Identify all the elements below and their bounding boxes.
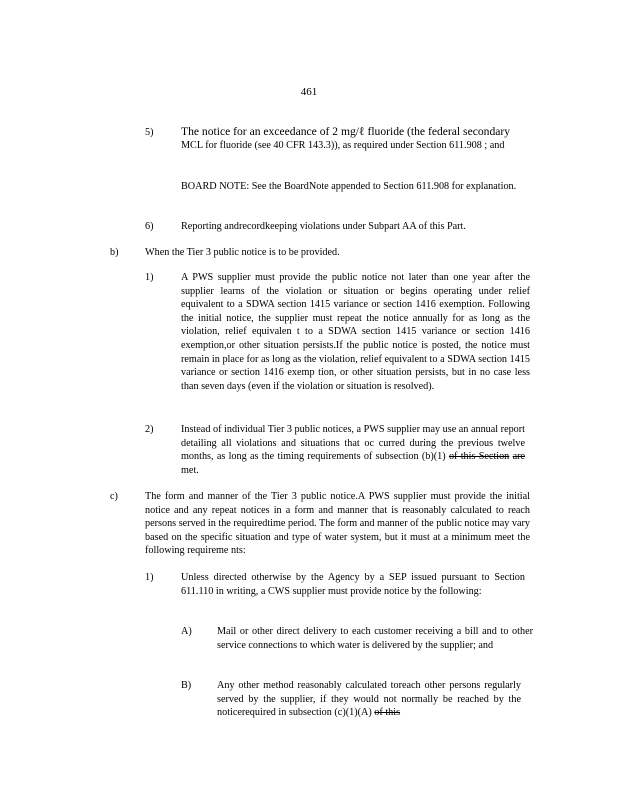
section-c-item-1-text: Unless directed otherwise by the Agency by a SEP issued pursuant to Section 611.110 in writing, a CWS supplier must provide notice by the following: [181, 572, 525, 597]
section-c-item-1-label: 1) [145, 572, 154, 583]
section-b-item-1-label: 1) [145, 272, 154, 283]
struck-text: of this Section [448, 451, 510, 463]
section-c-item-A-text: Mail or other direct delivery to each customer receiving a bill and to other service connections to which water is delivered by the supplier; and [217, 626, 533, 651]
section-c-label: c) [110, 491, 118, 502]
section-b-item-2-tail: met. [181, 464, 199, 476]
item-5-label: 5) [145, 127, 154, 138]
item-6-text: Reporting andrecordkeeping violations under Subpart AA of this Part. [181, 221, 466, 232]
item-6-label: 6) [145, 221, 154, 232]
section-c-item-B-label: B) [181, 680, 192, 691]
section-c-text: The form and manner of the Tier 3 public notice.A PWS supplier must provide the initial notice and any repeat notices in a form and manner that is reasonably calculated to reach persons served in the requiredtime period. The form and manner of the public notice may vary based on the specific situation and type of water system, but it must at a minimum meet the following requireme nts: [145, 491, 530, 557]
section-b-item-2-label: 2) [145, 424, 154, 435]
section-c-item-B-text [217, 679, 521, 720]
page-number: 461 [300, 86, 318, 98]
struck-text-2: are [512, 451, 526, 463]
section-c-item-A-label: A) [181, 626, 192, 637]
section-b-item-2-body: Instead of individual Tier 3 public notices, a PWS supplier may use an annual report detailing all violations and situations that oc curred during the previous twelve months, as long as the timing requirements of subsection (b)(1) [181, 424, 525, 463]
board-note: BOARD NOTE: See the BoardNote appended to Section 611.908 for explanation. [181, 181, 517, 192]
struck-text-3: of this [374, 707, 401, 719]
section-b-heading: When the Tier 3 public notice is to be provided. [145, 247, 340, 258]
section-b-item-2-text [181, 423, 525, 477]
section-c-item-B-body: Any other method reasonably calculated toreach other persons regularly served by the supplier, if they would not normally be reached by the noticerequired in subsection (c)(1)(A) [217, 680, 521, 719]
item-5-text: MCL for fluoride (see 40 CFR 143.3)), as required under Section 611.908 ; and [181, 140, 505, 151]
item-5-heading: The notice for an exceedance of 2 mg/ℓ fluoride (the federal secondary [181, 125, 511, 138]
section-b-label: b) [110, 247, 119, 258]
section-b-item-1-text: A PWS supplier must provide the public notice not later than one year after the supplier learns of the violation or situation or begins operating under relief equivalent to a SDWA section 1415 variance or section 1416 exemption. Following the initial notice, the supplier must repeat the notice annually for as long as the violation, relief equivalen t to a SDWA section 1415 variance or section 1416 exemption,or other situation persists.If the public notice is posted, the notice must remain in place for as long as the violation, relief equivalent to a SDWA section 1415 variance or section 1416 exemp tion, or other situation persists, but in no case less than seven days (even if the violation or situation is resolved). [181, 272, 530, 392]
